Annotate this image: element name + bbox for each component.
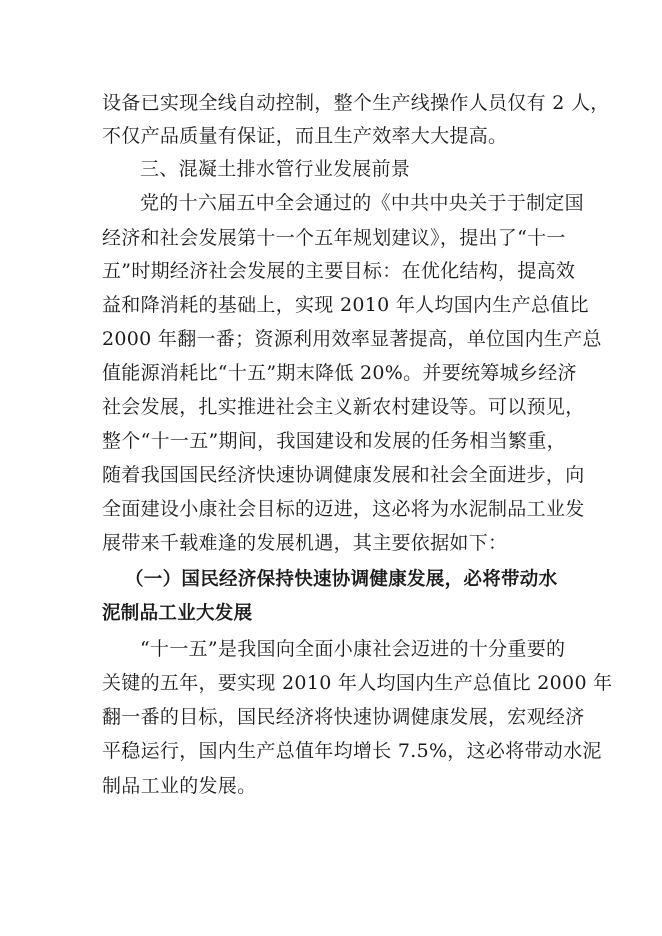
text-line: 党的十六届五中全会通过的《中共中央关于于制定国	[140, 192, 584, 214]
text-line: 社会发展，扎实推进社会主义新农村建设等。可以预见，	[102, 396, 585, 418]
text-line: 2000 年翻一番；资源利用效率显著提高，单位国内生产总	[102, 328, 602, 350]
subheading: 泥制品工业大发展	[102, 603, 253, 624]
text-line: 经济和社会发展第十一个五年规划建议》，提出了“十一	[102, 227, 566, 249]
text-line: 展带来千载难逢的发展机遇，其主要依据如下：	[102, 532, 508, 554]
text-line: 平稳运行，国内生产总值年均增长 7.5%，这必将带动水泥	[102, 740, 602, 762]
text-line: 值能源消耗比“十五”期末降低 20%。并要统筹城乡经济	[102, 362, 577, 384]
text-line: 制品工业的发展。	[102, 775, 257, 797]
text-line: 设备已实现全线自动控制，整个生产线操作人员仅有 2 人，	[102, 92, 610, 114]
text-line: 整个“十一五”期间，我国建设和发展的任务相当繁重，	[102, 430, 566, 452]
section-heading: 三、混凝土排水管行业发展前景	[140, 158, 411, 180]
text-line: 不仅产品质量有保证，而且生产效率大大提高。	[102, 125, 508, 147]
text-line: 随着我国国民经济快速协调健康发展和社会全面进步，向	[102, 464, 585, 486]
text-line: 益和降消耗的基础上，实现 2010 年人均国内生产总值比	[102, 294, 589, 316]
subheading: （一）国民经济保持快速协调健康发展，必将带动水	[125, 569, 558, 590]
text-line: 五”时期经济社会发展的主要目标：在优化结构，提高效	[102, 260, 576, 282]
text-line: “十一五”是我国向全面小康社会迈进的十分重要的	[140, 638, 566, 660]
text-line: 全面建设小康社会目标的迈进，这必将为水泥制品工业发	[102, 498, 585, 520]
text-line: 翻一番的目标，国民经济将快速协调健康发展，宏观经济	[102, 706, 585, 728]
text-line: 关键的五年，要实现 2010 年人均国内生产总值比 2000 年	[102, 672, 613, 694]
